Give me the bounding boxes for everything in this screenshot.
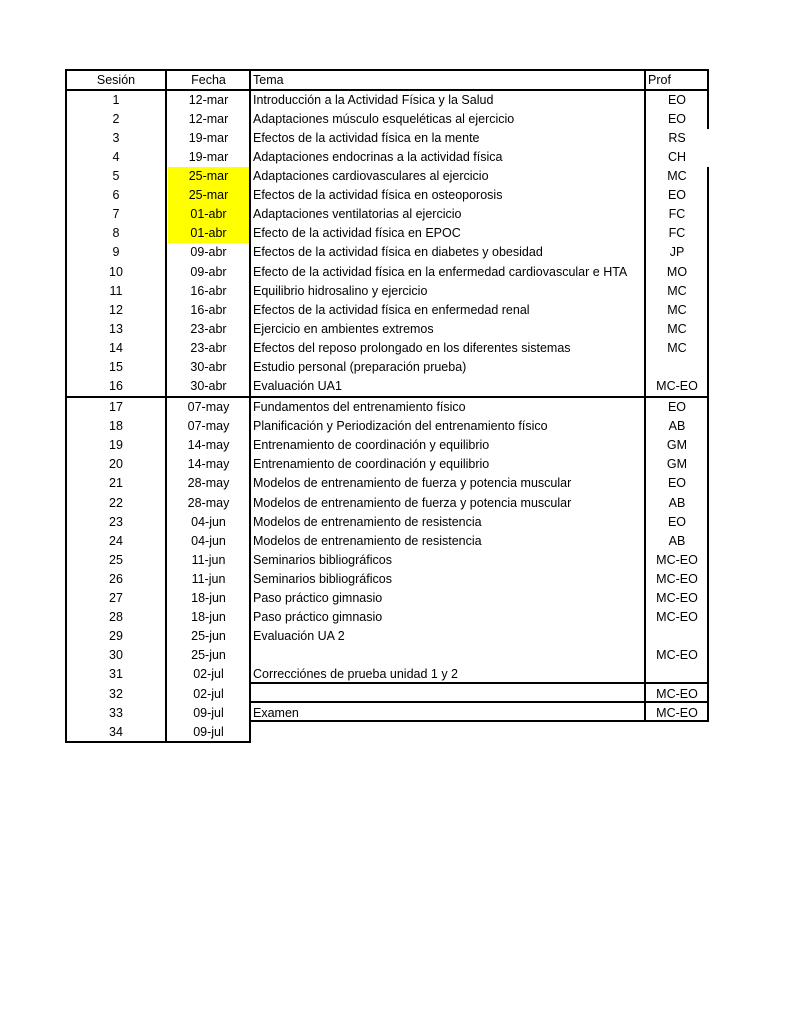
session-cell: 1 (112, 93, 120, 107)
session-cell: 25 (109, 552, 123, 567)
prof-cell (647, 627, 707, 646)
topic-cell: Efectos de la actividad física en enfermedad renal (253, 302, 530, 317)
prof-cell: FC (668, 226, 686, 241)
topic-cell: Entrenamiento de coordinación y equilibrio (253, 457, 490, 472)
topic-cell (252, 723, 646, 742)
topic-cell (252, 646, 646, 665)
session-cell: 10 (109, 264, 123, 279)
session-cell: 6 (112, 188, 120, 203)
date-cell: 11-jun (191, 552, 226, 567)
topic-cell: Correcciónes de prueba unidad 1 y 2 (253, 667, 458, 682)
session-cell: 23 (109, 514, 123, 529)
date-cell: 12-mar (188, 112, 229, 126)
prof-cell: EO (667, 188, 687, 203)
prof-cell: MC-EO (656, 378, 698, 393)
prof-cell: AB (668, 533, 686, 548)
session-cell: 14 (109, 340, 123, 355)
session-cell: 9 (112, 245, 120, 260)
topic-cell: Fundamentos del entrenamiento físico (253, 400, 466, 414)
prof-cell: MC-EO (656, 591, 698, 605)
topic-cell: Adaptaciones endocrinas a la actividad física (253, 150, 503, 165)
session-cell: 3 (112, 131, 120, 146)
session-cell: 8 (112, 226, 120, 241)
prof-cell: MC (667, 169, 687, 184)
date-cell: 25-jun (191, 648, 226, 663)
session-cell: 34 (109, 724, 123, 739)
prof-cell: EO (667, 112, 687, 126)
date-cell: 07-may (187, 419, 230, 434)
prof-cell: FC (668, 207, 686, 222)
prof-cell: GM (666, 457, 688, 472)
border-row-33-top (249, 701, 709, 703)
header-topic: Tema (253, 73, 284, 87)
session-cell: 26 (109, 571, 123, 586)
date-cell: 28-may (187, 495, 230, 510)
prof-cell: EO (667, 93, 687, 107)
date-cell: 23-abr (190, 321, 227, 336)
prof-cell: MC-EO (656, 686, 698, 701)
session-cell: 18 (109, 419, 123, 434)
border-top (65, 69, 709, 71)
prof-cell: EO (667, 476, 687, 491)
prof-cell: EO (667, 514, 687, 529)
border-bottom (65, 741, 251, 743)
date-cell: 12-mar (188, 93, 229, 107)
prof-cell: MC-EO (656, 705, 698, 720)
prof-cell: MO (666, 264, 688, 279)
date-cell: 19-mar (188, 131, 229, 146)
border-right-a (707, 69, 709, 129)
session-cell: 5 (112, 169, 120, 184)
prof-cell: JP (669, 245, 685, 260)
session-cell: 2 (112, 112, 120, 126)
date-cell: 09-abr (190, 264, 227, 279)
prof-cell: AB (668, 495, 686, 510)
prof-cell: MC (667, 321, 687, 336)
topic-cell: Adaptaciones cardiovasculares al ejercicio (253, 169, 489, 184)
topic-cell: Planificación y Periodización del entrenamiento físico (253, 419, 548, 434)
session-cell: 19 (109, 438, 123, 453)
topic-cell: Efectos de la actividad física en osteoporosis (253, 188, 503, 203)
date-cell: 11-jun (191, 571, 226, 586)
topic-cell: Efectos de la actividad física en la mente (253, 131, 480, 146)
topic-cell: Modelos de entrenamiento de resistencia (253, 533, 482, 548)
session-cell: 29 (109, 629, 123, 644)
topic-cell: Adaptaciones músculo esqueléticas al ejercicio (253, 112, 515, 126)
header-date: Fecha (191, 73, 226, 87)
session-cell: 27 (109, 591, 123, 605)
date-cell: 09-jul (193, 705, 224, 720)
topic-cell: Seminarios bibliográficos (253, 571, 392, 586)
topic-cell: Examen (253, 705, 299, 720)
border-session-date (165, 69, 167, 743)
topic-cell: Paso práctico gimnasio (253, 591, 383, 605)
topic-cell: Evaluación UA1 (253, 378, 342, 393)
prof-cell: MC-EO (656, 552, 698, 567)
prof-cell: MC (667, 340, 687, 355)
topic-cell: Adaptaciones ventilatorias al ejercicio (253, 207, 462, 222)
topic-cell: Introducción a la Actividad Física y la Salud (253, 93, 494, 107)
session-cell: 16 (109, 378, 123, 393)
topic-cell: Ejercicio en ambientes extremos (253, 321, 434, 336)
date-cell: 19-mar (188, 150, 229, 165)
prof-cell: AB (668, 419, 686, 434)
session-cell: 17 (109, 400, 123, 414)
date-cell: 07-may (187, 400, 230, 414)
date-cell: 04-jun (191, 533, 226, 548)
session-cell: 13 (109, 321, 123, 336)
session-cell: 28 (109, 610, 123, 625)
date-cell: 14-may (187, 438, 230, 453)
date-cell: 23-abr (190, 340, 227, 355)
session-cell: 12 (109, 302, 123, 317)
topic-cell: Efecto de la actividad física en EPOC (253, 226, 461, 241)
border-section-divider (65, 396, 709, 398)
session-cell: 32 (109, 686, 123, 701)
date-cell: 09-abr (190, 245, 227, 260)
date-cell: 04-jun (191, 514, 226, 529)
date-cell: 28-may (187, 476, 230, 491)
prof-cell: CH (667, 150, 687, 165)
session-cell: 11 (109, 283, 123, 298)
session-cell: 33 (109, 705, 123, 720)
topic-cell: Efectos del reposo prolongado en los diferentes sistemas (253, 340, 571, 355)
session-cell: 15 (109, 359, 123, 374)
border-left (65, 69, 67, 743)
session-cell: 22 (109, 495, 123, 510)
date-cell: 14-may (187, 457, 230, 472)
border-row-33-bottom (249, 720, 709, 722)
prof-cell: MC-EO (656, 610, 698, 625)
date-cell: 01-abr (168, 224, 249, 243)
header-session: Sesión (96, 73, 136, 87)
topic-cell: Estudio personal (preparación prueba) (253, 359, 467, 374)
border-row-32-top (249, 682, 709, 684)
header-prof: Prof (648, 73, 671, 87)
prof-cell: MC (667, 302, 687, 317)
topic-cell: Modelos de entrenamiento de fuerza y potencia muscular (253, 476, 572, 491)
date-cell: 25-mar (168, 167, 249, 186)
border-header-bottom (65, 89, 709, 91)
date-cell: 16-abr (190, 302, 227, 317)
date-cell: 25-jun (191, 629, 226, 644)
date-cell: 16-abr (190, 283, 227, 298)
prof-cell (647, 358, 707, 377)
session-cell: 7 (112, 207, 120, 222)
prof-cell: GM (666, 438, 688, 453)
topic-cell: Paso práctico gimnasio (253, 610, 383, 625)
session-cell: 30 (109, 648, 123, 663)
prof-cell: RS (668, 131, 686, 146)
session-cell: 20 (109, 457, 123, 472)
prof-cell: MC-EO (656, 648, 698, 663)
topic-cell: Equilibrio hidrosalino y ejercicio (253, 283, 428, 298)
session-cell: 4 (112, 150, 120, 165)
prof-cell: MC (667, 283, 687, 298)
date-cell: 30-abr (190, 378, 227, 393)
topic-cell: Evaluación UA 2 (253, 629, 345, 644)
date-cell: 01-abr (168, 205, 249, 224)
session-cell: 21 (109, 476, 123, 491)
session-cell: 31 (109, 667, 123, 682)
prof-cell: EO (667, 400, 687, 414)
session-cell: 24 (109, 533, 123, 548)
prof-cell (647, 723, 707, 742)
date-cell: 02-jul (193, 686, 224, 701)
topic-cell: Modelos de entrenamiento de resistencia (253, 514, 482, 529)
date-cell: 25-mar (168, 186, 249, 205)
topic-cell: Efecto de la actividad física en la enfermedad cardiovascular e HTA (253, 264, 628, 279)
topic-cell: Seminarios bibliográficos (253, 552, 392, 567)
date-cell: 09-jul (193, 724, 224, 739)
date-cell: 18-jun (191, 610, 226, 625)
topic-cell: Modelos de entrenamiento de fuerza y potencia muscular (253, 495, 572, 510)
date-cell: 18-jun (191, 591, 226, 605)
date-cell: 02-jul (193, 667, 224, 682)
prof-cell: MC-EO (656, 571, 698, 586)
topic-cell: Entrenamiento de coordinación y equilibrio (253, 438, 490, 453)
border-date-topic (249, 69, 251, 743)
border-right-b (707, 167, 709, 722)
date-cell: 30-abr (190, 359, 227, 374)
topic-cell: Efectos de la actividad física en diabetes y obesidad (253, 245, 543, 260)
